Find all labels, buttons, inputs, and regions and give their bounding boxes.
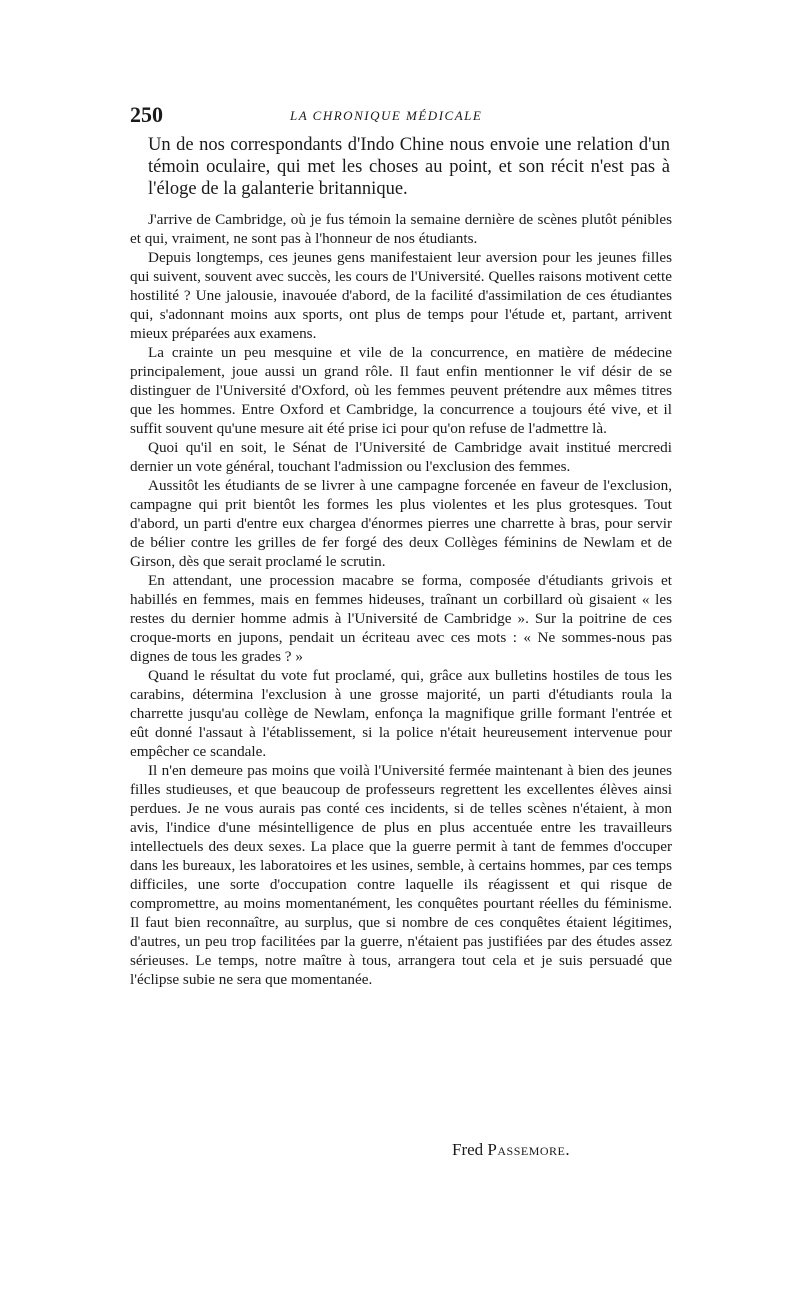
paragraph: Il n'en demeure pas moins que voilà l'Université fermée maintenant à bien des jeunes filles studieuses, et que beaucoup de professeurs regrettent les excellentes élèves ainsi perdues. Je ne vous aurais pas conté ces incidents, si de telles scènes n'étaient, à mon avis, l'indice d'une mésintelligence de plus en plus accentuée entre les travailleurs intellectuels des deux sexes. La place que la guerre permit à tant de femmes d'occuper dans les bureaux, les laboratoires et les usines, semble, à certains hommes, par ces temps difficiles, une sorte d'occupation contre laquelle ils réagissent et qui risque de compromettre, au moins momentanément, les conquêtes pourtant réelles du féminisme. Il faut bien reconnaître, au surplus, que si nombre de ces conquêtes étaient légitimes, d'autres, un peu trop facilitées par la guerre, n'étaient pas justifiées par des études assez sérieuses. Le temps, notre maître à tous, arrangera tout cela et je suis persuadé que l'éclipse subie ne sera que momentanée. (130, 762, 672, 988)
paragraph: Quand le résultat du vote fut proclamé, qui, grâce aux bulletins hostiles de tous les carabins, détermina l'exclusion à une grosse majorité, un parti d'étudiants roula la charrette jusqu'au collège de Newlam, enfonça la magnifique grille formant l'entrée et eût donné l'assaut à l'établissement, si la police n'était heureusement intervenue pour empêcher ce scandale. (130, 667, 672, 760)
paragraph: Depuis longtemps, ces jeunes gens manifestaient leur aversion pour les jeunes filles qui suivent, souvent avec succès, les cours de l'Université. Quelles raisons motivent cette hostilité ? Une jalousie, inavouée d'abord, de la facilité d'assimilation de ces étudiantes qui, s'adonnant moins aux sports, ont plus de temps pour l'étude et, partant, arrivent mieux préparées aux examens. (130, 249, 672, 342)
paragraph: En attendant, une procession macabre se forma, composée d'étudiants grivois et habillés en femmes, mais en femmes hideuses, traînant un corbillard où gisaient « les restes du dernier homme admis à l'Université de Cambridge ». Sur la poitrine de ces croque-morts en jupons, pendait un écriteau avec ces mots : « Ne sommes-nous pas dignes de tous les grades ? » (130, 572, 672, 665)
article-body (130, 210, 672, 989)
signature-first-name: Fred (452, 1140, 484, 1159)
page-header (130, 102, 670, 128)
signature-last-name: Passemore. (487, 1140, 571, 1159)
running-head: LA CHRONIQUE MÉDICALE (290, 108, 483, 123)
paragraph: J'arrive de Cambridge, où je fus témoin la semaine dernière de scènes plutôt pénibles et qui, vraiment, ne sont pas à l'honneur de nos étudiants. (130, 211, 672, 247)
paragraph: Aussitôt les étudiants de se livrer à une campagne forcenée en faveur de l'exclusion, campagne qui prit bientôt les formes les plus violentes et les plus grotesques. Tout d'abord, un parti d'entre eux chargea d'énormes pierres une charrette à bras, pour servir de bélier contre les grilles de fer forgé des deux Collèges féminins de Newlam et de Girson, dès que serait proclamé le scrutin. (130, 477, 672, 570)
paragraph: Quoi qu'il en soit, le Sénat de l'Université de Cambridge avait institué mercredi dernier un vote général, touchant l'admission ou l'exclusion des femmes. (130, 439, 672, 475)
signature (452, 1140, 570, 1160)
page-number: 250 (130, 102, 163, 127)
intro-paragraph: Un de nos correspondants d'Indo Chine nous envoie une relation d'un témoin oculaire, qui met les choses au point, et son récit n'est pas à l'éloge de la galanterie britannique. (148, 135, 670, 199)
paragraph: La crainte un peu mesquine et vile de la concurrence, en matière de médecine principalement, joue aussi un grand rôle. Il faut enfin mentionner le vif désir de se distinguer de l'Université d'Oxford, où les femmes peuvent prétendre aux mêmes titres que les hommes. Entre Oxford et Cambridge, la concurrence a toujours été vive, et il suffit souvent qu'une mesure ait été prise ici pour qu'on refuse de l'admettre là. (130, 344, 672, 437)
